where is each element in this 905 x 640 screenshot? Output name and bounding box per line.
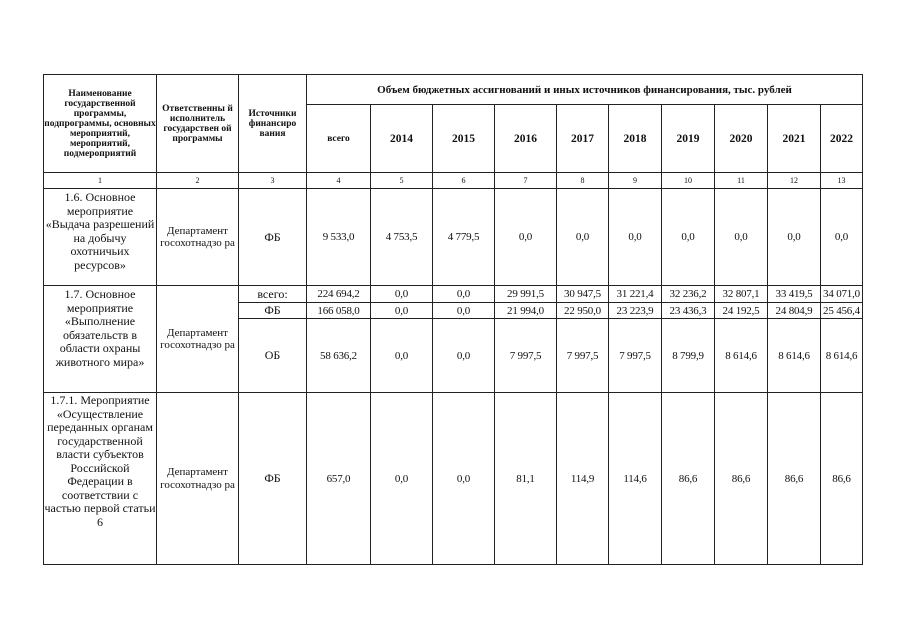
column-number: 3 <box>239 173 307 189</box>
table-row <box>44 189 863 286</box>
year-value: 0,0 <box>433 393 495 565</box>
year-value: 8 614,6 <box>768 319 821 393</box>
year-value: 0,0 <box>433 319 495 393</box>
year-value: 7 997,5 <box>557 319 609 393</box>
table-body <box>44 189 863 565</box>
year-value: 0,0 <box>768 189 821 286</box>
year-value: 33 419,5 <box>768 286 821 303</box>
year-value: 0,0 <box>662 189 715 286</box>
column-number: 11 <box>715 173 768 189</box>
year-value: 7 997,5 <box>609 319 662 393</box>
funding-source: ФБ <box>239 189 307 286</box>
responsible-executor: Департамент госохотнадзо ра <box>157 393 239 565</box>
column-number: 10 <box>662 173 715 189</box>
year-value: 0,0 <box>371 286 433 303</box>
activity-name: 1.7.1. Мероприятие «Осуществление переданных органам государственной власти субъектов Российской Федерации в соответствии с частью первой статьи 6 <box>44 393 157 565</box>
activity-name: 1.6. Основное мероприятие «Выдача разрешений на добычу охотничьих ресурсов» <box>44 189 157 286</box>
year-value: 4 753,5 <box>371 189 433 286</box>
column-number: 1 <box>44 173 157 189</box>
year-value: 0,0 <box>433 303 495 319</box>
year-value: 0,0 <box>821 189 863 286</box>
header-year: 2015 <box>433 105 495 173</box>
column-number: 7 <box>495 173 557 189</box>
responsible-executor: Департамент госохотнадзо ра <box>157 286 239 393</box>
activity-name: 1.7. Основное мероприятие «Выполнение обязательств в области охраны животного мира» <box>44 286 157 393</box>
year-value: 86,6 <box>662 393 715 565</box>
funding-source: всего: <box>239 286 307 303</box>
header-year: 2017 <box>557 105 609 173</box>
funding-source: ОБ <box>239 319 307 393</box>
total-value: 657,0 <box>307 393 371 565</box>
year-value: 22 950,0 <box>557 303 609 319</box>
year-value: 0,0 <box>715 189 768 286</box>
funding-source: ФБ <box>239 393 307 565</box>
table-row <box>44 393 863 565</box>
header-sources: Источники финансиро вания <box>239 75 307 173</box>
total-value: 224 694,2 <box>307 286 371 303</box>
total-value: 9 533,0 <box>307 189 371 286</box>
header-year: 2020 <box>715 105 768 173</box>
table-row <box>44 286 863 303</box>
column-number: 6 <box>433 173 495 189</box>
year-value: 21 994,0 <box>495 303 557 319</box>
year-value: 8 799,9 <box>662 319 715 393</box>
year-value: 81,1 <box>495 393 557 565</box>
year-value: 23 436,3 <box>662 303 715 319</box>
table-header <box>44 75 863 189</box>
year-value: 0,0 <box>495 189 557 286</box>
year-value: 8 614,6 <box>715 319 768 393</box>
year-value: 24 804,9 <box>768 303 821 319</box>
year-value: 86,6 <box>715 393 768 565</box>
header-responsible: Ответственны й исполнитель государствен ой программы <box>157 75 239 173</box>
header-funding-title: Объем бюджетных ассигнований и иных источников финансирования, тыс. рублей <box>307 75 863 105</box>
year-value: 0,0 <box>371 303 433 319</box>
year-value: 32 236,2 <box>662 286 715 303</box>
total-value: 58 636,2 <box>307 319 371 393</box>
funding-source: ФБ <box>239 303 307 319</box>
year-value: 7 997,5 <box>495 319 557 393</box>
column-number: 5 <box>371 173 433 189</box>
year-value: 86,6 <box>768 393 821 565</box>
year-value: 30 947,5 <box>557 286 609 303</box>
header-year: 2014 <box>371 105 433 173</box>
column-number: 8 <box>557 173 609 189</box>
year-value: 23 223,9 <box>609 303 662 319</box>
year-value: 114,9 <box>557 393 609 565</box>
year-value: 32 807,1 <box>715 286 768 303</box>
year-value: 0,0 <box>371 319 433 393</box>
year-value: 0,0 <box>557 189 609 286</box>
column-number-row <box>44 173 863 189</box>
year-value: 0,0 <box>433 286 495 303</box>
year-value: 0,0 <box>371 393 433 565</box>
year-value: 86,6 <box>821 393 863 565</box>
header-year: 2021 <box>768 105 821 173</box>
year-value: 25 456,4 <box>821 303 863 319</box>
year-value: 34 071,0 <box>821 286 863 303</box>
header-total: всего <box>307 105 371 173</box>
header-year: 2018 <box>609 105 662 173</box>
column-number: 9 <box>609 173 662 189</box>
header-name: Наименование государственной программы, подпрограммы, основных мероприятий, мероприятий, подмероприятий <box>44 75 157 173</box>
year-value: 29 991,5 <box>495 286 557 303</box>
header-year: 2022 <box>821 105 863 173</box>
year-value: 8 614,6 <box>821 319 863 393</box>
total-value: 166 058,0 <box>307 303 371 319</box>
header-year: 2019 <box>662 105 715 173</box>
column-number: 2 <box>157 173 239 189</box>
year-value: 0,0 <box>609 189 662 286</box>
year-value: 114,6 <box>609 393 662 565</box>
year-value: 24 192,5 <box>715 303 768 319</box>
header-year: 2016 <box>495 105 557 173</box>
column-number: 12 <box>768 173 821 189</box>
year-value: 31 221,4 <box>609 286 662 303</box>
responsible-executor: Департамент госохотнадзо ра <box>157 189 239 286</box>
year-value: 4 779,5 <box>433 189 495 286</box>
column-number: 13 <box>821 173 863 189</box>
column-number: 4 <box>307 173 371 189</box>
funding-table <box>43 74 863 565</box>
